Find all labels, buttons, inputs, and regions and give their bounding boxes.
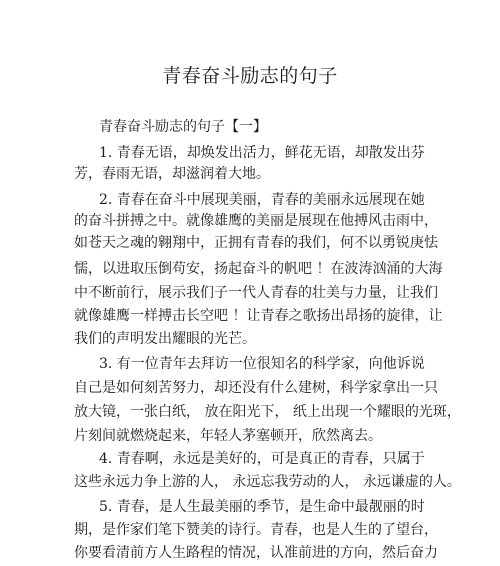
paragraph-2-line-1: 2. 青春在奋斗中展现美丽，青春的美丽永远展现在她 xyxy=(99,192,425,208)
section-heading: 青春奋斗励志的句子【一】 xyxy=(99,119,267,135)
paragraph-3-line-3: 放大镜，一张白纸， 放在阳光下， 纸上出现一个耀眼的光斑， xyxy=(74,404,461,420)
paragraph-1-line-1: 1. 青春无语，却焕发出活力，鲜花无语，却散发出芬 xyxy=(99,145,425,161)
paragraph-4-line-1: 4. 青春啊，永远是美好的，可是真正的青春，只属于 xyxy=(99,451,425,467)
paragraph-1-line-2: 芳，春雨无语，却滋润着大地。 xyxy=(74,166,270,182)
paragraph-3-line-4: 片刻间就燃烧起来，年轻人茅塞顿开，欣然离去。 xyxy=(74,428,382,444)
document-title: 青春奋斗励志的句子 xyxy=(162,65,338,87)
paragraph-2-line-2: 的奋斗拼搏之中。就像雄鹰的美丽是展现在他搏风击雨中， xyxy=(74,213,438,229)
paragraph-2-line-3: 如苍天之魂的翱翔中，正拥有青春的我们，何不以勇锐庚怯 xyxy=(74,235,438,251)
paragraph-2-line-5: 中不断前行，展示我们子一代人青春的壮美与力量，让我们 xyxy=(74,285,438,301)
paragraph-5-line-1: 5. 青春，是人生最美丽的季节，是生命中最靓丽的时 xyxy=(99,499,425,515)
paragraph-2-line-7: 我们的声明发出耀眼的光芒。 xyxy=(74,331,256,347)
paragraph-5-line-2: 期，是作家们笔下赞美的诗行。青春，也是人生的了望台， xyxy=(74,522,438,538)
paragraph-3-line-2: 自己是如何刻苦努力，却还没有什么建树，科学家拿出一只 xyxy=(74,380,438,396)
paragraph-3-line-1: 3. 有一位青年去拜访一位很知名的科学家，向他诉说 xyxy=(99,356,425,372)
paragraph-5-line-3: 你要看清前方人生路程的情况，认准前进的方向，然后奋力 xyxy=(74,545,438,561)
paragraph-2-line-6: 就像雄鹰一样搏击长空吧 ！让青春之歌扬出昂扬的旋律，让 xyxy=(74,308,443,324)
paragraph-4-line-2: 这些永远力争上游的人， 永远忘我劳动的人， 永远谦虚的人。 xyxy=(74,474,461,490)
paragraph-2-line-4: 懦，以进取压倒苟安，扬起奋斗的帆吧 ！在波涛汹涌的大海 xyxy=(74,261,443,277)
